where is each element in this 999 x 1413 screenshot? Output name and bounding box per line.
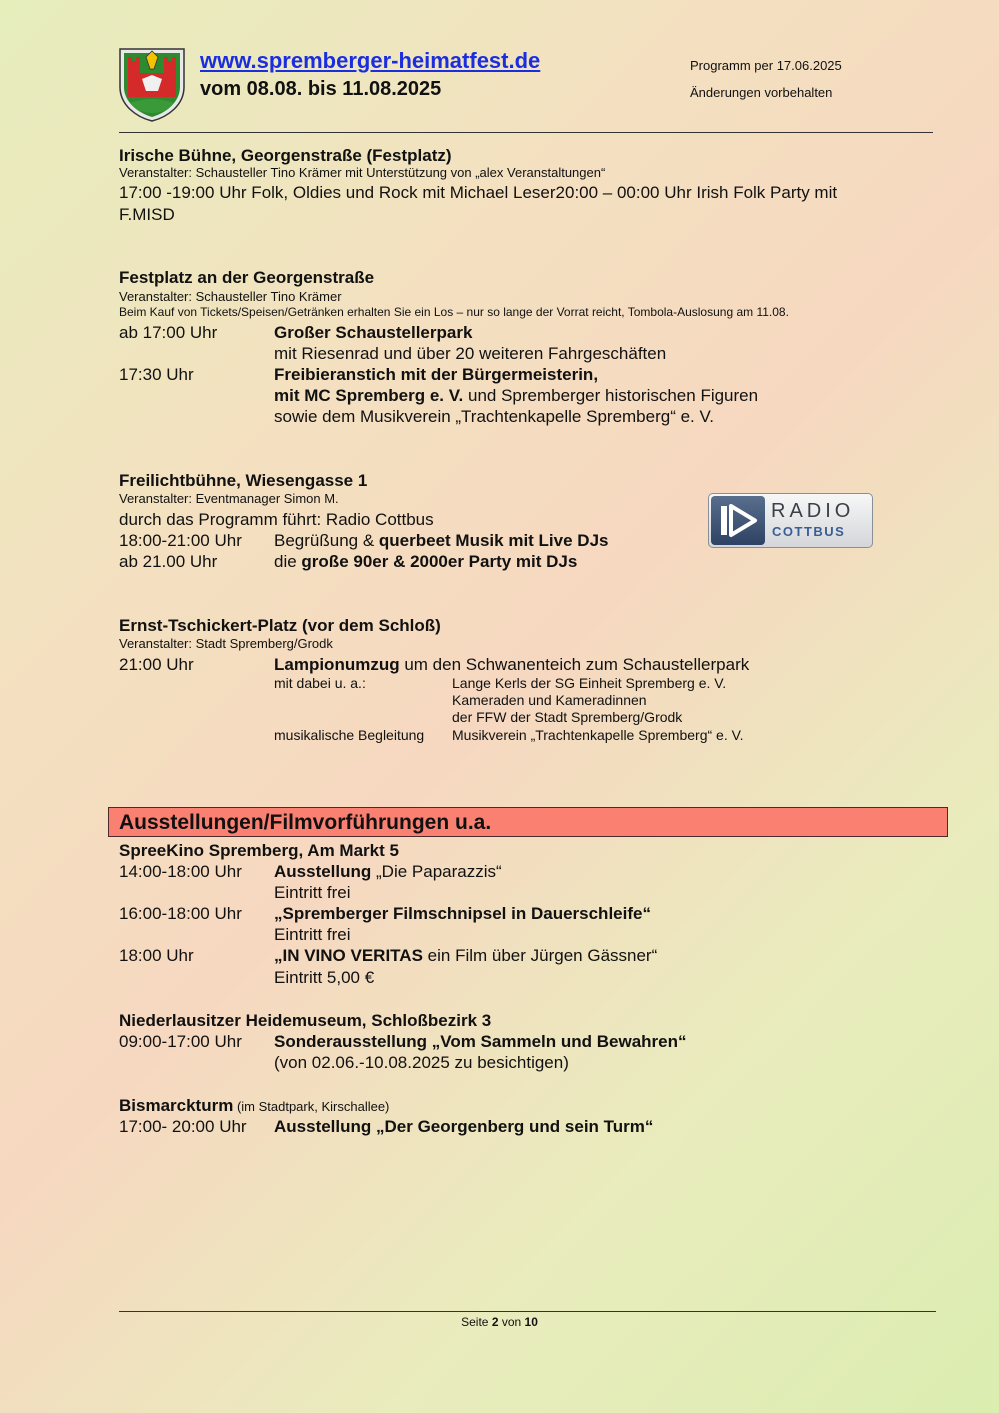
section-title: Ausstellungen/Filmvorführungen u.a. bbox=[119, 811, 492, 834]
festplatz-title: Festplatz an der Georgenstraße bbox=[119, 268, 375, 287]
ernst-event-1-time: 21:00 Uhr bbox=[119, 655, 194, 674]
bismarck-heading bbox=[119, 1095, 389, 1116]
bismarck-event-1-time: 17:00- 20:00 Uhr bbox=[119, 1117, 247, 1136]
page-number bbox=[0, 1315, 999, 1329]
festplatz-event-2-club: mit MC Spremberg e. V. bbox=[274, 386, 464, 405]
page-total: 10 bbox=[524, 1315, 538, 1329]
ernst-music-value: Musikverein „Trachtenkapelle Spremberg“ e. V. bbox=[452, 727, 744, 743]
festplatz-event-1-desc: mit Riesenrad und über 20 weiteren Fahrgeschäften bbox=[274, 344, 667, 363]
kino-event-1-desc bbox=[274, 861, 502, 882]
coat-of-arms-icon bbox=[118, 47, 186, 122]
festplatz-event-2-title: Freibieranstich mit der Bürgermeisterin, bbox=[274, 365, 599, 384]
freilicht-event-2-bold: große 90er & 2000er Party mit DJs bbox=[301, 552, 578, 571]
ernst-with-1: Lange Kerls der SG Einheit Spremberg e. V. bbox=[452, 675, 727, 691]
freilicht-event-2-pre: die bbox=[274, 552, 302, 571]
freilicht-event-1-desc bbox=[274, 530, 608, 551]
radio-logo-top: RADIO bbox=[771, 500, 855, 522]
freilicht-host: durch das Programm führt: Radio Cottbus bbox=[119, 510, 434, 529]
festplatz-event-1-time: ab 17:00 Uhr bbox=[119, 323, 218, 342]
festplatz-note: Beim Kauf von Tickets/Speisen/Getränken erhalten Sie ein Los – nur so lange der Vorrat reicht, Tombola-Auslosung am 11.08. bbox=[119, 305, 789, 319]
kino-title: SpreeKino Spremberg, Am Markt 5 bbox=[119, 841, 399, 860]
kino-event-3-note: Eintritt 5,00 € bbox=[274, 968, 375, 987]
festplatz-event-1-title: Großer Schaustellerpark bbox=[274, 323, 473, 342]
kino-event-1-rest: „Die Paparazzis“ bbox=[371, 862, 502, 881]
heide-event-1-time: 09:00-17:00 Uhr bbox=[119, 1032, 242, 1051]
radio-cottbus-logo bbox=[708, 493, 873, 548]
website-link-wrap bbox=[200, 48, 540, 74]
page-mid: von bbox=[498, 1315, 525, 1329]
website-link[interactable]: www.spremberger-heimatfest.de bbox=[200, 48, 541, 73]
heide-event-1-title: Sonderausstellung „Vom Sammeln und Bewahren“ bbox=[274, 1032, 687, 1051]
kino-event-2-title: „Spremberger Filmschnipsel in Dauerschleife“ bbox=[274, 904, 651, 923]
bismarck-subtitle: (im Stadtpark, Kirschallee) bbox=[233, 1099, 390, 1114]
event-dates: vom 08.08. bis 11.08.2025 bbox=[200, 78, 442, 100]
irish-stage-organizer: Veranstalter: Schausteller Tino Krämer mit Unterstützung von „alex Veranstaltungen“ bbox=[119, 165, 606, 180]
freilicht-organizer: Veranstalter: Eventmanager Simon M. bbox=[119, 491, 339, 506]
radio-play-icon bbox=[711, 496, 765, 545]
ernst-event-1-bold: Lampionumzug bbox=[274, 655, 400, 674]
radio-logo-bottom: COTTBUS bbox=[772, 524, 846, 539]
freilicht-event-1-time: 18:00-21:00 Uhr bbox=[119, 531, 242, 550]
page-prefix: Seite bbox=[461, 1315, 492, 1329]
ernst-music-label: musikalische Begleitung bbox=[274, 727, 425, 743]
kino-event-3-time: 18:00 Uhr bbox=[119, 946, 194, 965]
bismarck-title: Bismarckturm bbox=[119, 1096, 234, 1115]
ernst-title: Ernst-Tschickert-Platz (vor dem Schloß) bbox=[119, 616, 441, 635]
changes-note: Änderungen vorbehalten bbox=[690, 85, 833, 100]
freilicht-event-2-desc bbox=[274, 551, 577, 572]
kino-event-1-bold: Ausstellung bbox=[274, 862, 372, 881]
irish-stage-line-2: F.MISD bbox=[119, 205, 175, 224]
kino-event-2-time: 16:00-18:00 Uhr bbox=[119, 904, 242, 923]
footer-divider bbox=[119, 1311, 936, 1312]
freilicht-title: Freilichtbühne, Wiesengasse 1 bbox=[119, 471, 368, 490]
freilicht-event-1-pre: Begrüßung & bbox=[274, 531, 379, 550]
festplatz-organizer: Veranstalter: Schausteller Tino Krämer bbox=[119, 289, 342, 304]
freilicht-event-2-time: ab 21.00 Uhr bbox=[119, 552, 218, 571]
kino-event-3-desc bbox=[274, 945, 657, 966]
heide-event-1-note: (von 02.06.-10.08.2025 zu besichtigen) bbox=[274, 1053, 569, 1072]
ernst-organizer: Veranstalter: Stadt Spremberg/Grodk bbox=[119, 636, 333, 651]
ernst-with-2: Kameraden und Kameradinnen bbox=[452, 692, 647, 708]
festplatz-event-2-line-2 bbox=[274, 385, 758, 406]
heide-title: Niederlausitzer Heidemuseum, Schloßbezirk 3 bbox=[119, 1011, 492, 1030]
page-current: 2 bbox=[491, 1315, 499, 1329]
ernst-with-label: mit dabei u. a.: bbox=[274, 675, 366, 691]
header-divider bbox=[119, 132, 933, 133]
kino-event-3-bold: „IN VINO VERITAS bbox=[274, 946, 423, 965]
kino-event-1-note: Eintritt frei bbox=[274, 883, 351, 902]
kino-event-3-rest: ein Film über Jürgen Gässner“ bbox=[422, 946, 658, 965]
irish-stage-line-1: 17:00 -19:00 Uhr Folk, Oldies und Rock mit Michael Leser20:00 – 00:00 Uhr Irish Folk Party mit bbox=[119, 183, 838, 202]
ernst-with-3: der FFW der Stadt Spremberg/Grodk bbox=[452, 709, 683, 725]
irish-stage-title: Irische Bühne, Georgenstraße (Festplatz) bbox=[119, 146, 452, 165]
festplatz-event-2-line-3: sowie dem Musikverein „Trachtenkapelle Spremberg“ e. V. bbox=[274, 407, 714, 426]
ernst-event-1-rest: um den Schwanenteich zum Schaustellerpark bbox=[399, 655, 750, 674]
kino-event-1-time: 14:00-18:00 Uhr bbox=[119, 862, 242, 881]
ernst-event-1-desc bbox=[274, 654, 749, 675]
festplatz-event-2-figures: und Spremberger historischen Figuren bbox=[463, 386, 759, 405]
festplatz-event-2-time: 17:30 Uhr bbox=[119, 365, 194, 384]
bismarck-event-1-title: Ausstellung „Der Georgenberg und sein Turm“ bbox=[274, 1117, 654, 1136]
kino-event-2-note: Eintritt frei bbox=[274, 925, 351, 944]
program-date: Programm per 17.06.2025 bbox=[690, 58, 842, 73]
freilicht-event-1-bold: querbeet Musik mit Live DJs bbox=[378, 531, 609, 550]
section-header-exhibitions bbox=[108, 807, 948, 837]
